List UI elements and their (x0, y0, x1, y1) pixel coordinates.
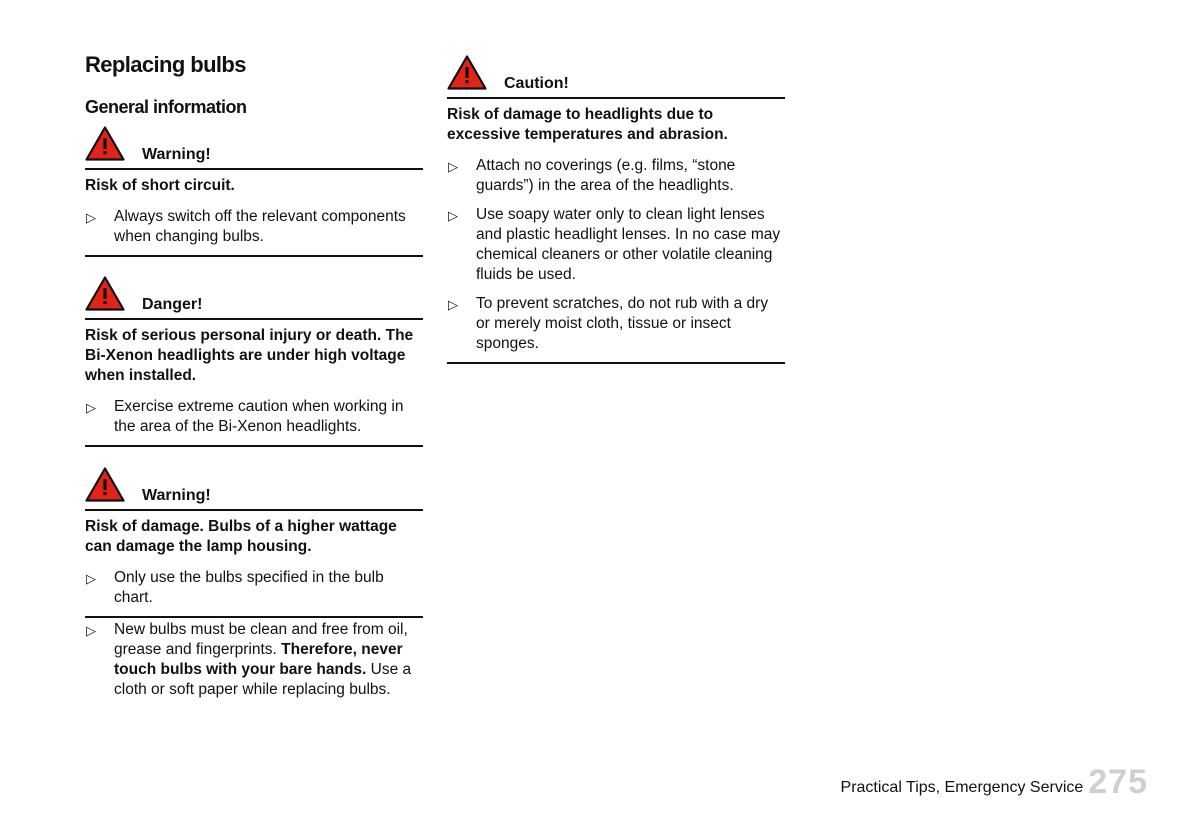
section-heading: General information (85, 97, 247, 117)
list-item (447, 156, 785, 196)
notice-header (85, 122, 423, 170)
notice-risk: Risk of serious personal injury or death. The Bi-Xenon headlights are under high voltage when installed. (85, 327, 414, 384)
notice-risk: Risk of short circuit. (85, 177, 235, 194)
warning-triangle-icon (85, 467, 125, 502)
notice-risk: Risk of damage to headlights due to excessive temperatures and abrasion. (447, 106, 728, 143)
footer-section-title: Practical Tips, Emergency Service (840, 779, 1084, 796)
list-marker-icon: ▷ (86, 400, 96, 415)
list-marker-icon: ▷ (448, 208, 458, 223)
list-item (85, 568, 423, 608)
list-item-text: To prevent scratches, do not rub with a dry or merely moist cloth, tissue or insect sponges. (476, 295, 769, 352)
notice-header (447, 51, 785, 99)
list-item-text: Use soapy water only to clean light lenses and plastic headlight lenses. In no case may chemical cleaners or other volatile cleaning fluids be used. (476, 206, 781, 283)
list-item (447, 205, 785, 285)
caution-notice (447, 51, 785, 364)
notice-risk: Risk of damage. Bulbs of a higher wattage can damage the lamp housing. (85, 518, 397, 555)
page-title: Replacing bulbs (85, 52, 246, 77)
notice-label: Warning! (142, 487, 211, 504)
notice-header (85, 463, 423, 511)
list-marker-icon: ▷ (448, 159, 458, 174)
warning-notice (85, 463, 423, 618)
list-item-text: Attach no coverings (e.g. films, “stone guards”) in the area of the headlights. (476, 157, 736, 194)
notice-header (85, 272, 423, 320)
list-marker-icon: ▷ (448, 297, 458, 312)
notice-label: Danger! (142, 296, 203, 313)
list-item-text: Exercise extreme caution when working in the area of the Bi-Xenon headlights. (114, 398, 404, 435)
danger-notice (85, 272, 423, 447)
list-item (85, 620, 423, 700)
instruction-emphasis: Therefore, never touch bulbs with your bare hands. (114, 641, 403, 678)
warning-notice (85, 122, 423, 257)
list-item (85, 207, 423, 247)
instruction-text: New bulbs must be clean and free from oil, grease and fingerprints. (114, 621, 408, 658)
page-number: 275 (1088, 763, 1148, 801)
list-item (447, 294, 785, 354)
list-marker-icon: ▷ (86, 571, 96, 586)
list-marker-icon: ▷ (86, 623, 96, 638)
list-item (85, 397, 423, 437)
instruction-text: Use a cloth or soft paper while replacing bulbs. (114, 661, 412, 698)
warning-triangle-icon (85, 276, 125, 311)
page-footer (841, 760, 1148, 800)
list-item-text: Only use the bulbs specified in the bulb chart. (114, 569, 384, 606)
list-item-text: Always switch off the relevant components when changing bulbs. (114, 208, 406, 245)
instruction (85, 609, 423, 700)
notice-label: Caution! (504, 75, 569, 92)
notice-label: Warning! (142, 146, 211, 163)
warning-triangle-icon (85, 126, 125, 161)
warning-triangle-icon (447, 55, 487, 90)
list-marker-icon: ▷ (86, 210, 96, 225)
